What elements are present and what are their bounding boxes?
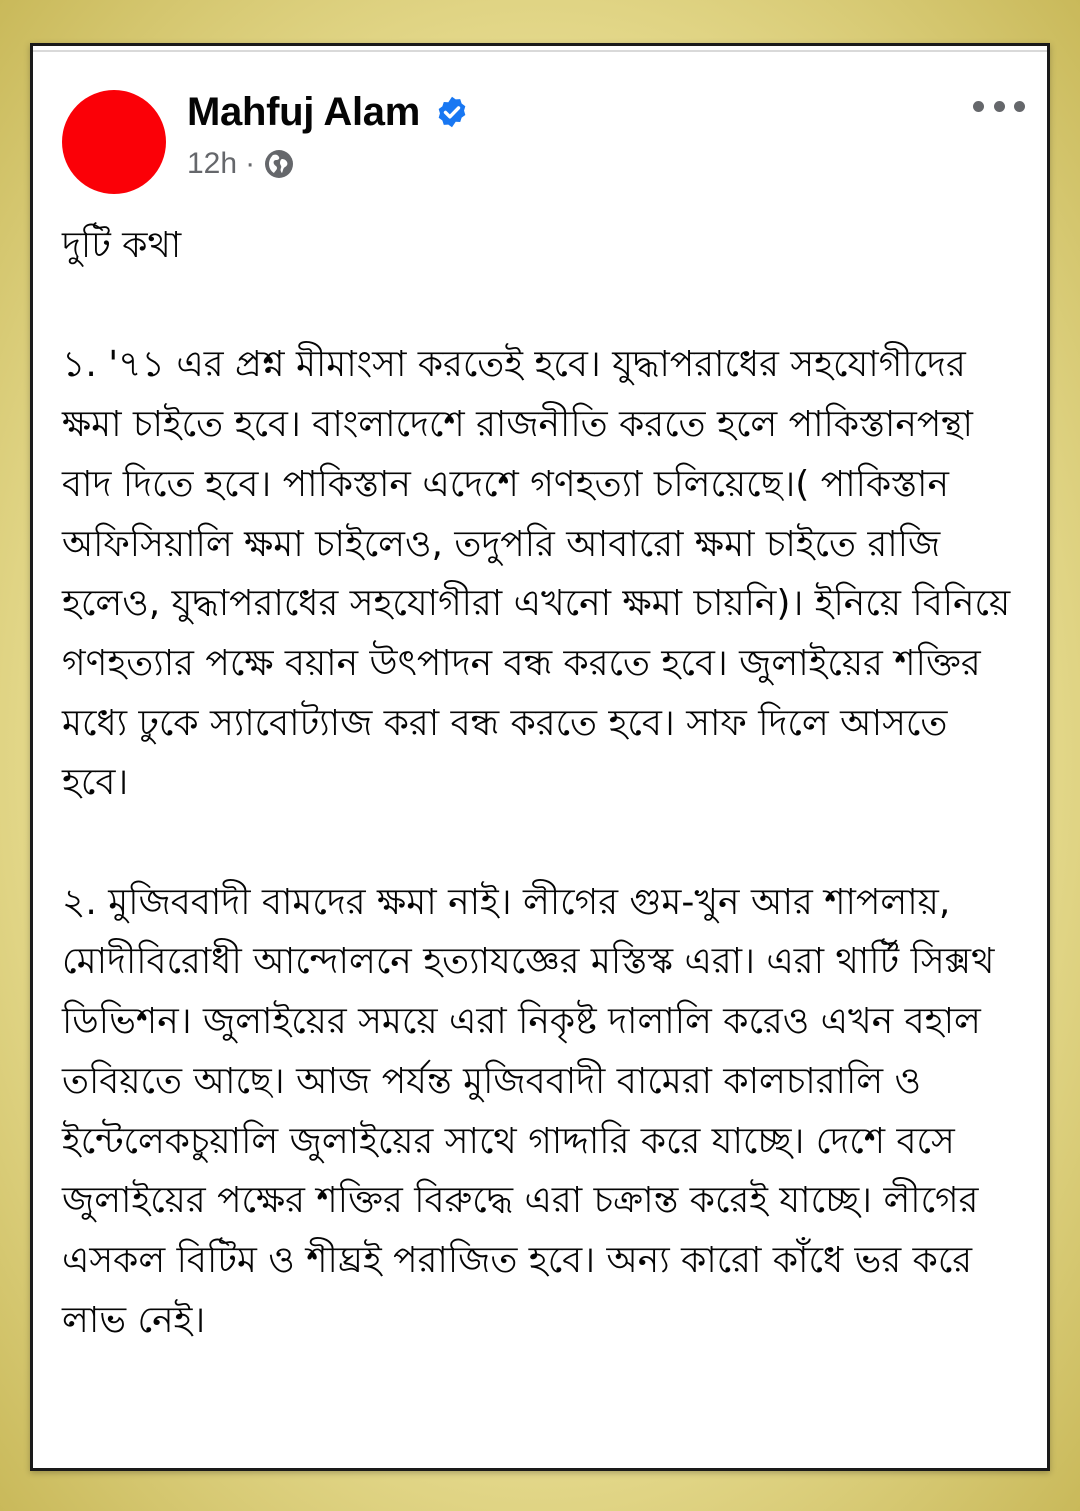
post-timestamp[interactable]: 12h	[187, 147, 238, 180]
post-meta	[187, 147, 295, 181]
more-options-icon[interactable]	[973, 94, 1025, 118]
meta-separator: ·	[245, 147, 256, 180]
paragraph-spacer	[62, 813, 1022, 873]
paragraph-spacer	[62, 276, 1022, 336]
post-paragraph-1: ১. '৭১ এর প্রশ্ন মীমাংসা করতেই হবে। যুদ্ধাপরাধের সহযোগীদের ক্ষমা চাইতে হবে। বাংলাদেশে রাজনীতি করতে হলে পাকিস্তানপন্থা বাদ দিতে হবে। পাকিস্তান এদেশে গণহত্যা চলিয়েছে।( পাকিস্তান অফিসিয়ালি ক্ষমা চাইলেও, তদুপরি আবারো ক্ষমা চাইতে রাজি হলেও, যুদ্ধাপরাধের সহযোগীরা এখনো ক্ষমা চায়নি)। ইনিয়ে বিনিয়ে গণহত্যার পক্ষে বয়ান উৎপাদন বন্ধ করতে হবে। জুলাইয়ের শক্তির মধ্যে ঢুকে স্যাবোট্যাজ করা বন্ধ করতে হবে। সাফ দিলে আসতে হবে।	[62, 344, 1011, 804]
verified-badge-icon	[435, 95, 469, 129]
post-body	[62, 216, 1022, 1350]
author-avatar[interactable]	[62, 90, 166, 194]
post-paragraph-2: ২. মুজিববাদী বামদের ক্ষমা নাই। লীগের গুম-খুন আর শাপলায়, মোদীবিরোধী আন্দোলনে হত্যাযজ্ঞের মস্তিস্ক এরা। এরা থার্টি সিক্সথ ডিভিশন। জুলাইয়ের সময়ে এরা নিকৃষ্ট দালালি করেও এখন বহাল তবিয়তে আছে। আজ পর্যন্ত মুজিববাদী বামেরা কালচারালি ও ইন্টেলেকচুয়ালি জুলাইয়ের সাথে গাদ্দারি করে যাচ্ছে। দেশে বসে জুলাইয়ের পক্ষের শক্তির বিরুদ্ধে এরা চক্রান্ত করেই যাচ্ছে। লীগের এসকল বিটিম ও শীঘ্রই পরাজিত হবে। অন্য কারো কাঁধে ভর করে লাভ নেই।	[62, 881, 995, 1341]
more-dot	[973, 101, 984, 112]
author-name[interactable]: Mahfuj Alam	[187, 90, 421, 134]
more-dot	[994, 101, 1005, 112]
post-card	[30, 43, 1050, 1471]
globe-icon	[263, 148, 295, 180]
post-title: দুটি কথা	[62, 225, 182, 266]
more-dot	[1014, 101, 1025, 112]
